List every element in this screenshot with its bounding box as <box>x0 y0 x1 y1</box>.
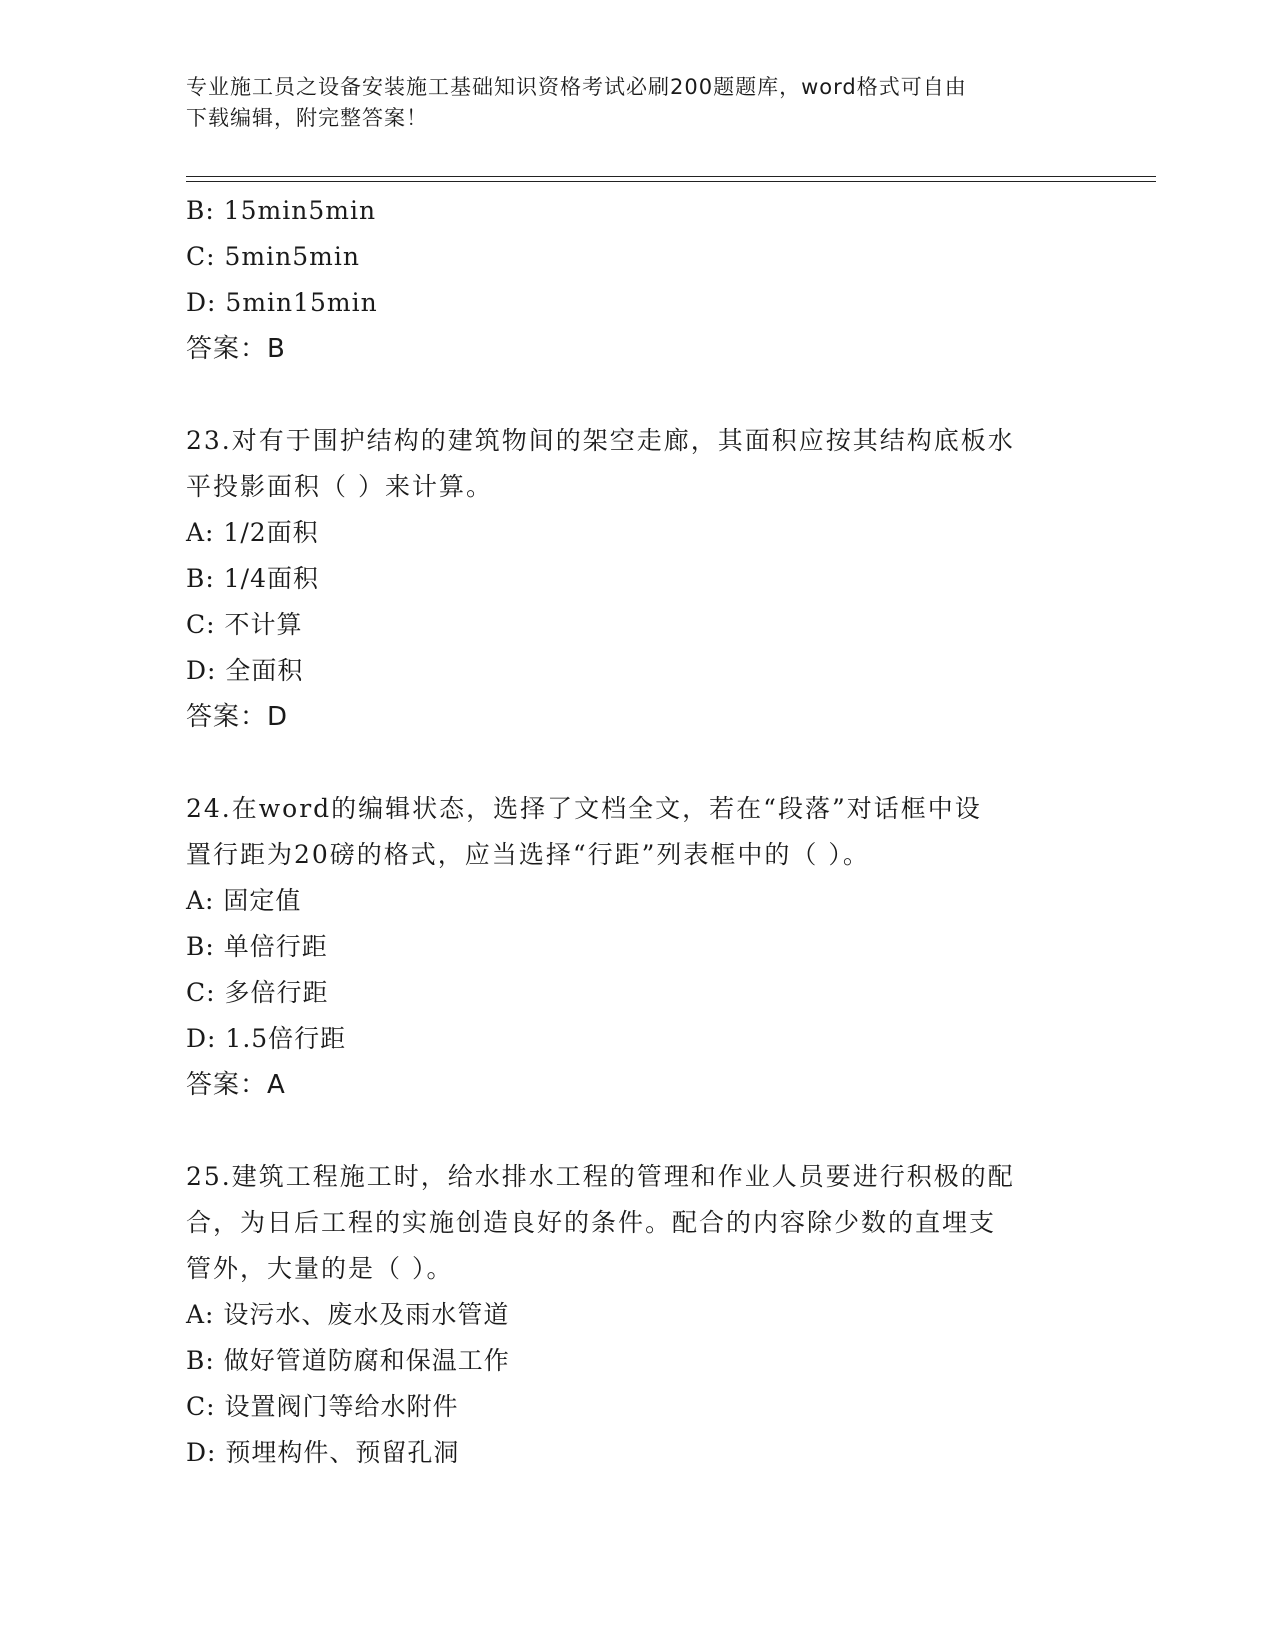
q25-option-d: D: 预埋构件、预留孔洞 <box>186 1438 460 1467</box>
q24-option-a: A: 固定值 <box>186 886 302 915</box>
q22-answer: 答案：B <box>186 334 286 364</box>
q22-option-b: B: 15min5min <box>186 196 377 225</box>
q24-option-d: D: 1.5倍行距 <box>186 1024 347 1053</box>
q24-option-b: B: 单倍行距 <box>186 932 328 961</box>
q25-stem-line-1: 25.建筑工程施工时，给水排水工程的管理和作业人员要进行积极的配 <box>186 1162 1015 1191</box>
q22-option-c: C: 5min5min <box>186 242 360 271</box>
header-line-1: 专业施工员之设备安装施工基础知识资格考试必刷200题题库，word格式可自由 <box>186 75 967 99</box>
q25-option-b: B: 做好管道防腐和保温工作 <box>186 1346 510 1375</box>
q25-stem-line-2: 合，为日后工程的实施创造良好的条件。配合的内容除少数的直埋支 <box>186 1208 997 1237</box>
q24-answer: 答案：A <box>186 1070 286 1100</box>
q23-option-d: D: 全面积 <box>186 656 304 685</box>
header-divider <box>186 176 1156 182</box>
q23-answer: 答案：D <box>186 702 289 732</box>
q25-stem-line-3: 管外，大量的是（ ）。 <box>186 1254 454 1283</box>
document-body <box>186 188 1086 1476</box>
q25-option-a: A: 设污水、废水及雨水管道 <box>186 1300 510 1329</box>
header-line-2: 下载编辑，附完整答案！ <box>186 106 428 130</box>
q23-option-c: C: 不计算 <box>186 610 303 639</box>
q22-option-d: D: 5min15min <box>186 288 378 317</box>
q23-stem-line-2: 平投影面积（ ）来计算。 <box>186 472 493 501</box>
q23-option-b: B: 1/4面积 <box>186 564 319 593</box>
q24-stem-line-2: 置行距为20磅的格式，应当选择“行距”列表框中的（ ）。 <box>186 840 870 869</box>
document-header <box>186 72 1066 134</box>
q24-option-c: C: 多倍行距 <box>186 978 329 1007</box>
q23-stem-line-1: 23.对有于围护结构的建筑物间的架空走廊，其面积应按其结构底板水 <box>186 426 1015 455</box>
q25-option-c: C: 设置阀门等给水附件 <box>186 1392 459 1421</box>
q23-option-a: A: 1/2面积 <box>186 518 319 547</box>
q24-stem-line-1: 24.在word的编辑状态，选择了文档全文，若在“段落”对话框中设 <box>186 794 982 823</box>
